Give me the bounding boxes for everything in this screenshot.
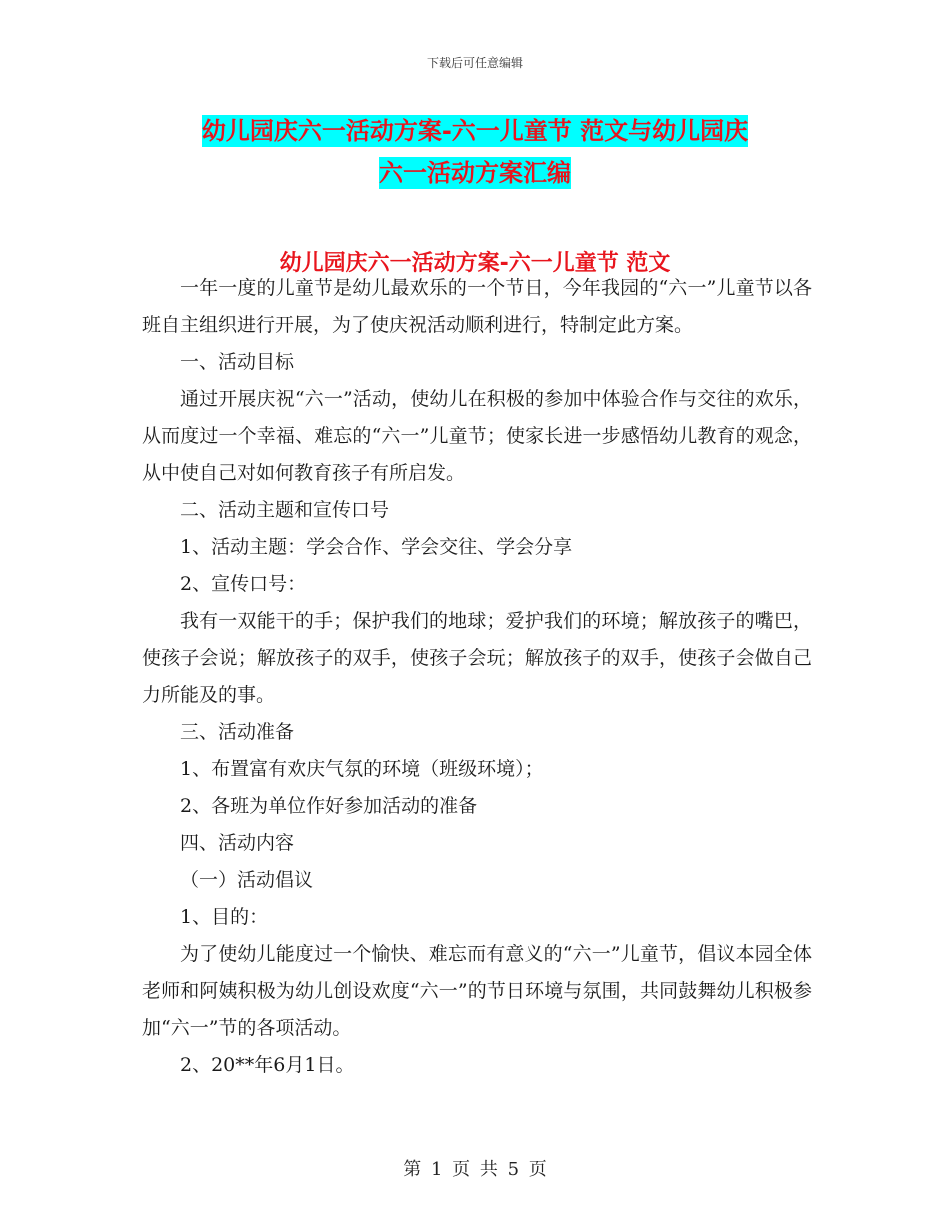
paragraph: 二、活动主题和宣传口号: [180, 499, 390, 521]
paragraph: 2、各班为单位作好参加活动的准备: [180, 795, 478, 817]
header-note: 下载后可任意编辑: [426, 56, 523, 70]
document-title: [0, 110, 950, 194]
paragraph: 四、活动内容: [180, 832, 295, 854]
paragraph: 1、活动主题：学会合作、学会交往、学会分享: [180, 536, 573, 558]
paragraph: 通过开展庆祝“六一”活动，使幼儿在积极的参加中体验合作与交往的欢乐，从而度过一个幸福、难忘的“六一”儿童节；使家长进一步感悟幼儿教育的观念，从中使自己对如何教育孩子有所启发。: [142, 388, 812, 484]
paragraph: 一年一度的儿童节是幼儿最欢乐的一个节日，今年我园的“六一”儿童节以各班自主组织进行开展，为了使庆祝活动顺利进行，特制定此方案。: [142, 277, 812, 336]
page-number-footer: 第 1 页 共 5 页: [403, 1159, 547, 1180]
paragraph: 一、活动目标: [180, 351, 295, 373]
paragraph: 为了使幼儿能度过一个愉快、难忘而有意义的“六一”儿童节，倡议本园全体老师和阿姨积极为幼儿创设欢度“六一”的节日环境与氛围，共同鼓舞幼儿积极参加“六一”节的各项活动。: [142, 943, 812, 1039]
paragraph: 2、宣传口号：: [180, 573, 307, 595]
paragraph: 2、20**年6月1日。: [180, 1054, 355, 1076]
paragraph: 我有一双能干的手；保护我们的地球；爱护我们的环境；解放孩子的嘴巴，使孩子会说；解放孩子的双手，使孩子会玩；解放孩子的双手，使孩子会做自己力所能及的事。: [142, 610, 812, 706]
paragraph: 三、活动准备: [180, 721, 295, 743]
section-title: 幼儿园庆六一活动方案-六一儿童节 范文: [279, 251, 671, 276]
paragraph: 1、目的：: [180, 906, 269, 928]
document-title-line-2: 六一活动方案汇编: [379, 159, 571, 187]
paragraph: 1、布置富有欢庆气氛的环境（班级环境）；: [180, 758, 544, 780]
document-title-line-1: 幼儿园庆六一活动方案-六一儿童节 范文与幼儿园庆: [201, 117, 749, 145]
paragraph: （一）活动倡议: [180, 869, 314, 891]
document-body: [142, 270, 812, 1084]
